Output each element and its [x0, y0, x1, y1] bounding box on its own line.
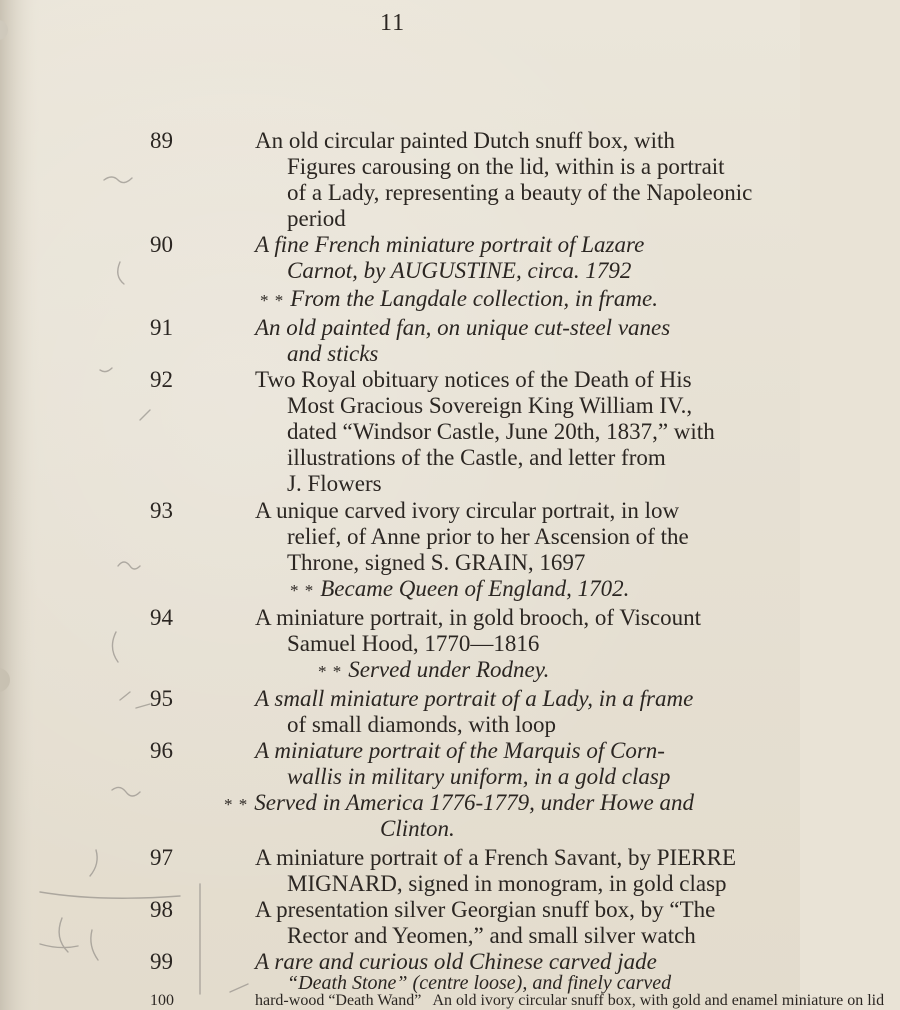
lot-number: 89	[150, 128, 173, 153]
asterism: * *	[290, 581, 315, 600]
lot-number: 92	[150, 367, 173, 392]
lot-description	[255, 605, 775, 657]
description-line: A miniature portrait, in gold brooch, of Viscount	[255, 605, 701, 630]
description-line: dated “Windsor Castle, June 20th, 1837,” with	[287, 419, 715, 444]
lot-description	[255, 498, 775, 576]
pencil-mark	[40, 944, 78, 948]
description-line: Throne, signed S. GRAIN, 1697	[287, 550, 586, 575]
description-line: An old circular painted Dutch snuff box, with	[255, 128, 675, 153]
lot-description	[255, 897, 775, 949]
lot-description	[255, 738, 775, 790]
description-line: A rare and curious old Chinese carved jade	[255, 949, 657, 974]
lot-number: 100	[150, 992, 174, 1009]
lot-number: 99	[150, 949, 173, 974]
pencil-mark	[140, 410, 150, 420]
pencil-mark	[90, 850, 97, 876]
description-line: Rector and Yeomen,” and small silver watch	[287, 923, 696, 948]
lot-note	[290, 576, 810, 604]
description-text: hard-wood “Death Wand”	[255, 992, 422, 1009]
description-line: illustrations of the Castle, and letter from	[287, 445, 666, 470]
description-line: Two Royal obituary notices of the Death of His	[255, 367, 692, 392]
description-line: wallis in military uniform, in a gold clasp	[287, 764, 671, 789]
description-line: MIGNARD, signed in monogram, in gold clasp	[287, 871, 727, 896]
lot-note	[318, 657, 838, 685]
page-number: 11	[380, 10, 406, 36]
description-line: A small miniature portrait of a Lady, in a frame	[255, 686, 694, 711]
pencil-mark	[59, 918, 98, 960]
pencil-mark	[230, 984, 248, 992]
description-line: of a Lady, representing a beauty of the Napoleonic	[287, 180, 753, 205]
pencil-mark	[112, 632, 118, 662]
lot-number: 90	[150, 232, 173, 257]
lot-number: 93	[150, 498, 173, 523]
description-line: Figures carousing on the lid, within is a portrait	[287, 154, 725, 179]
description-line: of small diamonds, with loop	[287, 712, 556, 737]
note-text: Clinton.	[380, 816, 455, 841]
note-text: Served under Rodney.	[348, 657, 550, 682]
description-line: A miniature portrait of the Marquis of Corn-	[255, 738, 665, 763]
description-line: An old painted fan, on unique cut-steel vanes	[255, 315, 671, 340]
lot-number: 98	[150, 897, 173, 922]
description-text: enamel miniature on lid	[731, 992, 885, 1009]
lot-description	[255, 992, 885, 1010]
description-line: Samuel Hood, 1770—1816	[287, 631, 540, 656]
note-text: Became Queen of England, 1702.	[320, 576, 630, 601]
lot-note	[260, 286, 780, 314]
pencil-mark	[120, 692, 150, 708]
description-line: relief, of Anne prior to her Ascension of the	[287, 524, 689, 549]
lot-note-continuation	[380, 816, 900, 842]
asterism: * *	[224, 795, 249, 814]
lot-number: 94	[150, 605, 173, 630]
description-text: An old ivory circular snuff box, with gold and	[432, 992, 728, 1009]
description-line: A miniature portrait of a French Savant, by PIERRE	[255, 845, 736, 870]
description-line: A unique carved ivory circular portrait, in low	[255, 498, 680, 523]
lot-number: 96	[150, 738, 173, 763]
pencil-mark	[118, 562, 140, 569]
lot-entry	[0, 992, 885, 1010]
binding-edge-shadow	[0, 0, 40, 1010]
pencil-mark	[104, 177, 132, 183]
note-text: Served in America 1776-1779, under Howe and	[254, 790, 694, 815]
lot-number: 95	[150, 686, 173, 711]
lot-number: 97	[150, 845, 173, 870]
description-line: Carnot, by AUGUSTINE, circa. 1792	[287, 258, 632, 283]
description-line: and sticks	[287, 341, 379, 366]
pencil-mark	[118, 262, 124, 284]
description-line: Most Gracious Sovereign King William IV.,	[287, 393, 693, 418]
description-line: A presentation silver Georgian snuff box, by “The	[255, 897, 716, 922]
lot-description	[255, 845, 775, 897]
asterism: * *	[318, 662, 343, 681]
description-line	[255, 992, 885, 1010]
lot-description	[255, 315, 775, 367]
note-text: From the Langdale collection, in frame.	[290, 286, 658, 311]
lot-description	[255, 232, 775, 284]
pencil-mark	[100, 368, 112, 372]
description-line: period	[287, 206, 346, 231]
pencil-mark	[112, 787, 140, 796]
lot-description	[255, 972, 775, 994]
lot-description	[255, 128, 775, 232]
asterism: * *	[260, 291, 285, 310]
description-line: “Death Stone” (centre loose), and finely carved	[287, 972, 672, 994]
lot-description	[255, 367, 775, 497]
lot-description	[255, 686, 775, 738]
lot-note	[224, 790, 744, 818]
description-line: A fine French miniature portrait of Lazare	[255, 232, 645, 257]
description-line: J. Flowers	[287, 471, 382, 496]
lot-number: 91	[150, 315, 173, 340]
